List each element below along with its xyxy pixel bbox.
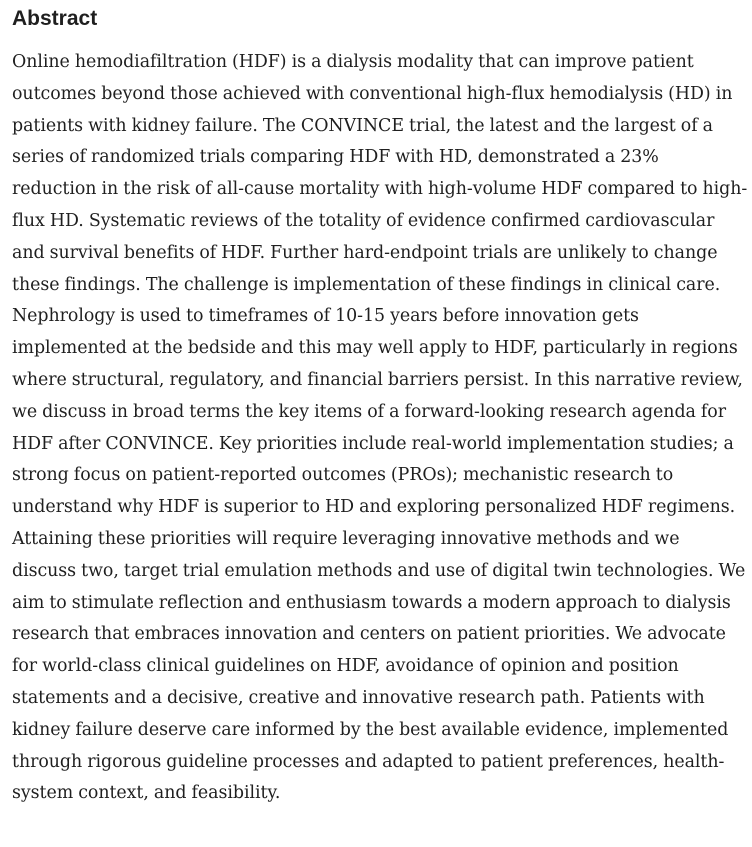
abstract-heading: Abstract [12,7,98,30]
abstract-body: Online hemodiafiltration (HDF) is a dialysis modality that can improve patient outcomes beyond those achieved with conventional high-flux hemodialysis (HD) in patients with kidney failure. The CONVINCE trial, the latest and the largest of a series of randomized trials comparing HDF with HD, demonstrated a 23% reduction in the risk of all-cause mortality with high-volume HDF compared to high-flux HD. Systematic reviews of the totality of evidence confirmed cardiovascular and survival benefits of HDF. Further hard-endpoint trials are unlikely to change these findings. The challenge is implementation of these findings in clinical care. Nephrology is used to timeframes of 10-15 years before innovation gets implemented at the bedside and this may well apply to HDF, particularly in regions where structural, regulatory, and financial barriers persist. In this narrative review, we discuss in broad terms the key items of a forward-looking research agenda for HDF after CONVINCE. Key priorities include real-world implementation studies; a strong focus on patient-reported outcomes (PROs); mechanistic research to understand why HDF is superior to HD and exploring personalized HDF regimens. Attaining these priorities will require leveraging innovative methods and we discuss two, target trial emulation methods and use of digital twin technologies. We aim to stimulate reflection and enthusiasm towards a modern approach to dialysis research that embraces innovation and centers on patient priorities. We advocate for world-class clinical guidelines on HDF, avoidance of opinion and position statements and a decisive, creative and innovative research path. Patients with kidney failure deserve care informed by the best available evidence, implemented through rigorous guideline processes and adapted to patient preferences, health-system context, and feasibility. [12,52,748,804]
abstract-section [12,4,748,810]
